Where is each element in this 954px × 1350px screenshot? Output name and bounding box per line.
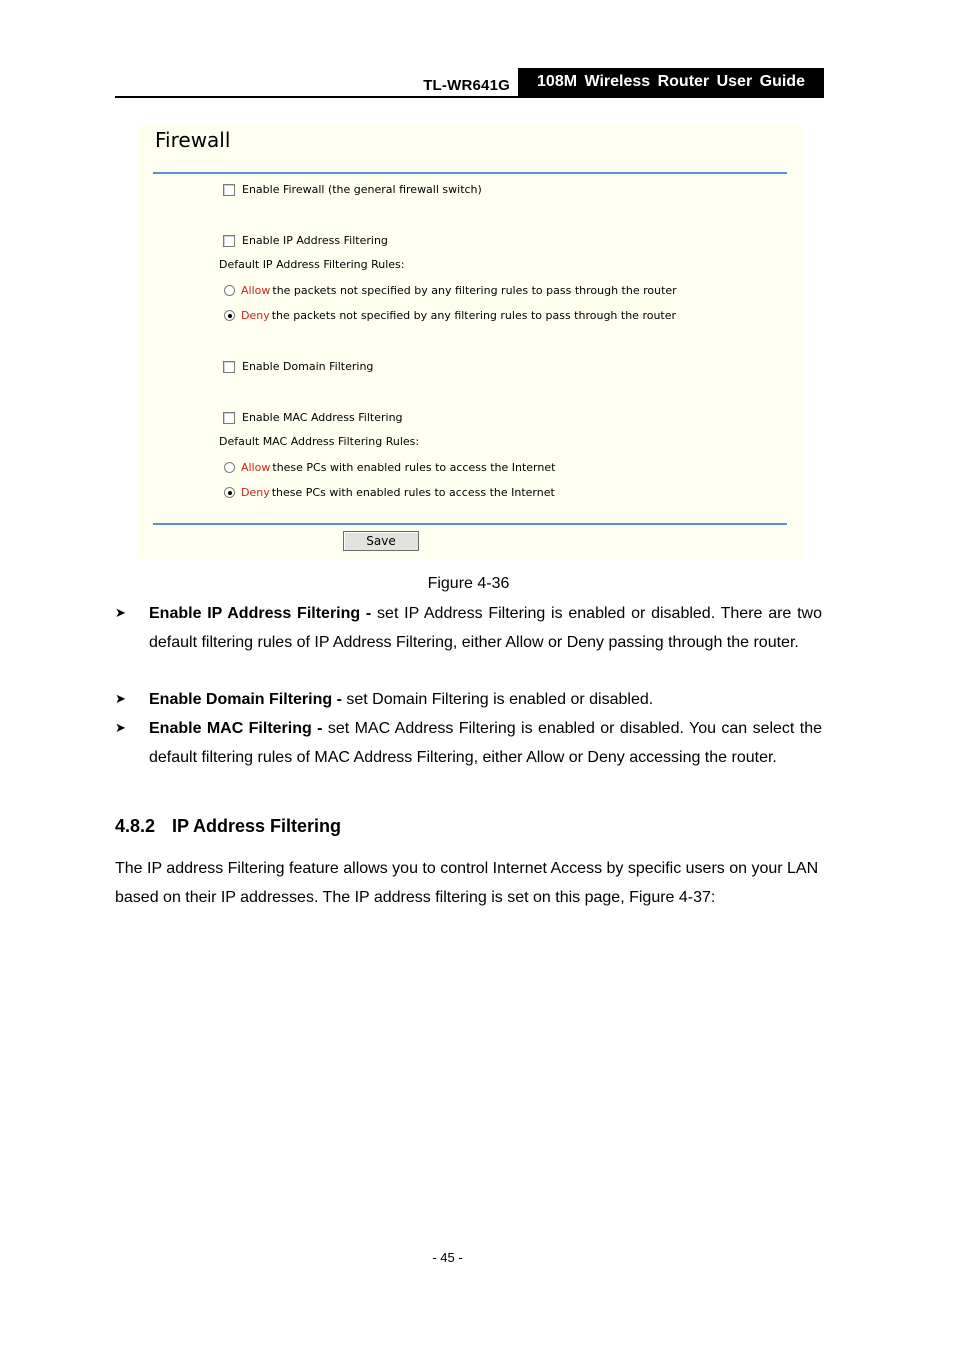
bullet-term: Enable IP Address Filtering - — [149, 605, 372, 622]
section-title: IP Address Filtering — [172, 816, 342, 836]
ip-allow-row[interactable] — [224, 284, 677, 297]
mac-allow-keyword: Allow — [241, 461, 271, 474]
ip-rules-heading: Default IP Address Filtering Rules: — [219, 258, 405, 271]
mac-allow-radio[interactable] — [224, 462, 235, 473]
enable-domain-filtering-row[interactable] — [223, 360, 373, 373]
enable-ip-filtering-row[interactable] — [223, 234, 388, 247]
enable-mac-filtering-label: Enable MAC Address Filtering — [242, 411, 403, 424]
ip-allow-text: the packets not specified by any filtering rules to pass through the router — [272, 284, 677, 297]
ip-allow-radio[interactable] — [224, 285, 235, 296]
mac-deny-row[interactable] — [224, 486, 555, 499]
enable-ip-filtering-checkbox[interactable] — [223, 235, 235, 247]
mac-deny-text: these PCs with enabled rules to access the Internet — [271, 486, 555, 499]
bullet-arrow-icon: ➤ — [115, 605, 126, 620]
enable-firewall-row[interactable] — [223, 183, 482, 196]
enable-firewall-checkbox[interactable] — [223, 184, 235, 196]
section-paragraph: The IP address Filtering feature allows you to control Internet Access by specific users on your LAN based on their IP addresses. The IP address filtering is set on this page, Figure 4-37: — [115, 860, 819, 906]
bullet-domain-filtering — [149, 685, 822, 714]
mac-deny-radio[interactable] — [224, 487, 235, 498]
section-number: 4.8.2 — [115, 816, 156, 836]
bullet-mac-filtering — [149, 714, 822, 772]
header-guide-title: 108M Wireless Router User Guide — [518, 68, 824, 96]
mac-allow-row[interactable] — [224, 461, 555, 474]
mac-allow-text: these PCs with enabled rules to access the Internet — [272, 461, 556, 474]
bullet-text: set Domain Filtering is enabled or disabled. — [341, 691, 654, 708]
mac-deny-keyword: Deny — [241, 486, 270, 499]
ip-deny-keyword: Deny — [241, 309, 270, 322]
ip-allow-keyword: Allow — [241, 284, 271, 297]
bullet-ip-filtering — [149, 599, 822, 657]
mac-rules-heading: Default MAC Address Filtering Rules: — [219, 435, 420, 448]
bullet-arrow-icon: ➤ — [115, 720, 126, 735]
figure-caption: Figure 4-36 — [427, 575, 510, 592]
firewall-panel — [137, 126, 802, 559]
panel-top-rule — [153, 172, 787, 174]
header-rule — [115, 96, 824, 98]
bullet-term: Enable Domain Filtering - — [149, 691, 342, 708]
ip-deny-text: the packets not specified by any filtering rules to pass through the router — [271, 309, 677, 322]
enable-mac-filtering-row[interactable] — [223, 411, 403, 424]
enable-firewall-label: Enable Firewall (the general firewall switch) — [242, 183, 482, 196]
enable-domain-filtering-label: Enable Domain Filtering — [242, 360, 374, 373]
panel-bottom-rule — [153, 523, 787, 525]
enable-domain-filtering-checkbox[interactable] — [223, 361, 235, 373]
page-number: - 45 - — [432, 1250, 463, 1265]
ip-deny-row[interactable] — [224, 309, 676, 322]
section-heading — [115, 816, 341, 837]
save-button[interactable]: Save — [343, 531, 419, 551]
bullet-text: set IP Address Filtering is enabled or disabled. There are two default filtering rules of IP Address Filtering, either Allow or Deny passing through the router. — [149, 605, 823, 651]
enable-ip-filtering-label: Enable IP Address Filtering — [242, 234, 388, 247]
bullet-term: Enable MAC Filtering - — [149, 720, 323, 737]
ip-deny-radio[interactable] — [224, 310, 235, 321]
bullet-arrow-icon: ➤ — [115, 691, 126, 706]
bullet-text: set MAC Address Filtering is enabled or disabled. You can select the default filtering rules of MAC Address Filtering, either Allow or Deny accessing the router. — [149, 720, 823, 766]
panel-title: Firewall — [155, 128, 231, 152]
header-model: TL-WR641G — [423, 77, 510, 94]
enable-mac-filtering-checkbox[interactable] — [223, 412, 235, 424]
